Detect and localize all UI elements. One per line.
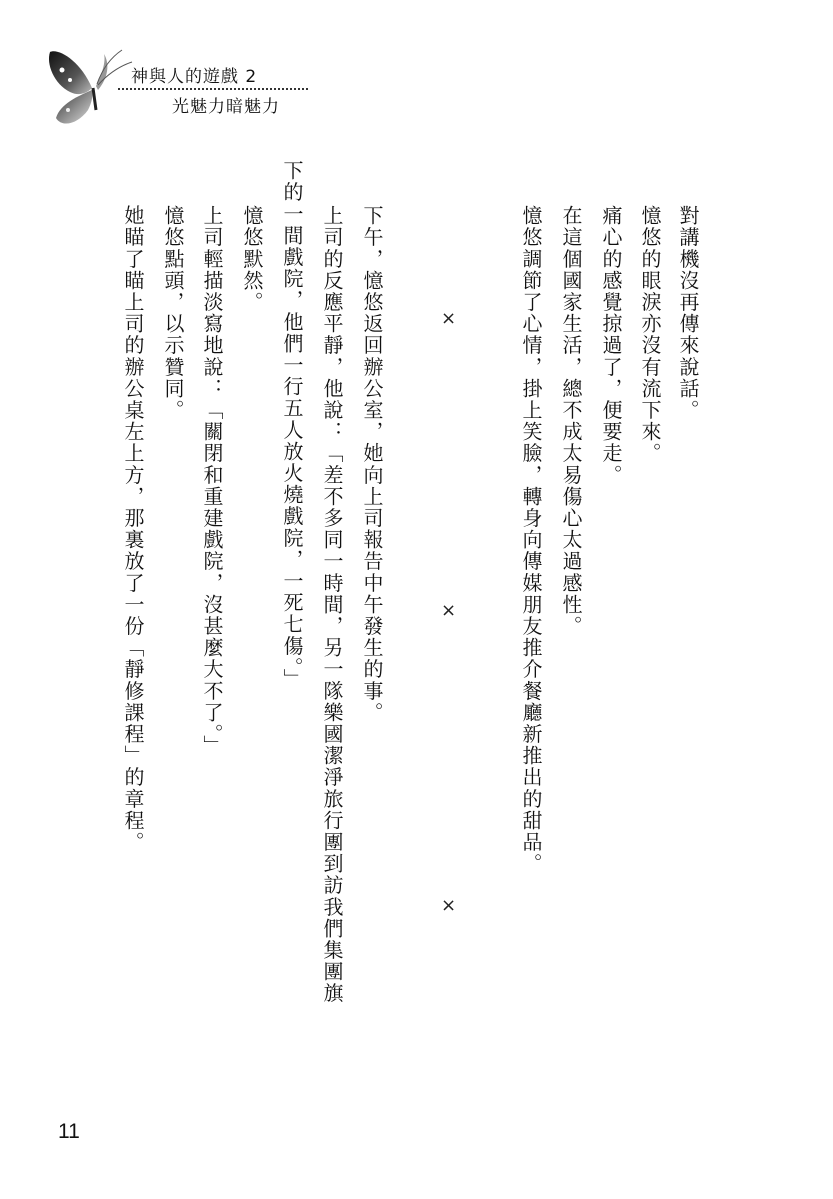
- text-column: 憶悠調節了心情，掛上笑臉，轉身向傳媒朋友推介餐廳新推出的甜品。: [519, 205, 543, 875]
- text-column: 下午，憶悠返回辦公室，她向上司報告中午發生的事。: [360, 205, 384, 724]
- header-divider: [118, 88, 308, 90]
- section-break-mark: ×: [441, 600, 457, 621]
- text-column: 她瞄了瞄上司的辦公桌左上方，那裏放了一份「靜修課程」的章程。: [121, 205, 145, 853]
- text-column: 憶悠點頭，以示贊同。: [161, 205, 185, 421]
- page-number: 11: [58, 1120, 80, 1143]
- text-column: 憶悠的眼淚亦沒有流下來。: [638, 205, 662, 465]
- text-column: 上司的反應平靜，他說：「差不多同一時間，另一隊樂國潔淨旅行團到訪我們集團旗: [320, 205, 344, 1005]
- text-column: 上司輕描淡寫地說：「關閉和重建戲院，沒甚麼大不了。」: [200, 205, 224, 757]
- chapter-title: 光魅力暗魅力: [172, 97, 280, 117]
- running-header: [0, 0, 833, 160]
- text-column: 在這個國家生活，總不成太易傷心太過感性。: [559, 205, 583, 637]
- book-title: 神與人的遊戲 2: [131, 67, 258, 87]
- section-break-mark: ×: [441, 308, 457, 329]
- section-break-mark: ×: [441, 895, 457, 916]
- text-column: 痛心的感覺掠過了，便要走。: [599, 205, 623, 486]
- text-column: 下的一間戲院，他們一行五人放火燒戲院，一死七傷。」: [280, 160, 304, 690]
- text-column: 憶悠默然。: [240, 205, 264, 313]
- text-column: 對講機沒再傳來說話。: [676, 205, 700, 421]
